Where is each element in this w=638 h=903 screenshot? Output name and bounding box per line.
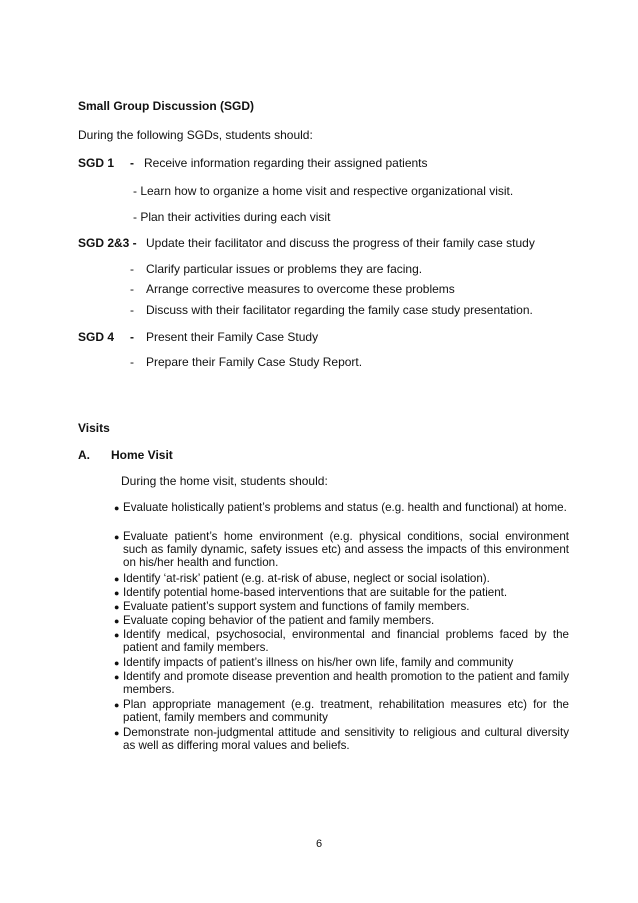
bullet-icon: ● [114, 574, 120, 584]
bullet-icon: ● [114, 588, 120, 598]
sgd1-dash: - [130, 156, 134, 170]
bullet-text: Identify impacts of patient’s illness on his/her own life, family and community [123, 656, 514, 669]
sgd4-label: SGD 4 [78, 330, 115, 344]
bullet-text: Identify medical, psychosocial, environmental and financial problems faced by the patient and family members. [123, 628, 569, 654]
sgd1-label: SGD 1 [78, 156, 115, 170]
home-visit-letter: A. [78, 448, 90, 462]
sgd-intro: During the following SGDs, students should: [78, 128, 313, 142]
sgd4-dash: - [130, 330, 134, 344]
sgd4-first: Present their Family Case Study [146, 330, 319, 344]
bullet-icon: ● [114, 503, 120, 513]
bullet-text: Plan appropriate management (e.g. treatment, rehabilitation measures etc) for the patient, family members and community [123, 698, 569, 724]
sgd1-item: Receive information regarding their assigned patients [144, 156, 428, 170]
bullet-icon: ● [114, 630, 120, 640]
sgd4-item-dash: - [130, 355, 134, 369]
sgd23-dash: - [130, 303, 134, 317]
sgd-heading: Small Group Discussion (SGD) [78, 99, 255, 113]
bullet-icon: ● [114, 700, 120, 710]
bullet-text: Evaluate patient’s support system and functions of family members. [123, 600, 470, 613]
sgd23-first: Update their facilitator and discuss the progress of their family case study [146, 236, 535, 250]
visits-heading: Visits [78, 421, 110, 435]
bullet-icon: ● [114, 658, 120, 668]
home-visit-intro: During the home visit, students should: [121, 474, 328, 488]
home-visit-heading: Home Visit [111, 448, 173, 462]
sgd23-item: Arrange corrective measures to overcome these problems [146, 282, 455, 296]
sgd23-dash: - [130, 262, 134, 276]
sgd1-item: - Plan their activities during each visit [133, 210, 331, 224]
bullet-text: Evaluate patient’s home environment (e.g. physical conditions, social environment such as family dynamic, safety issues etc) and assess the impacts of this environment on his/her health and function. [123, 530, 569, 569]
sgd1-item: - Learn how to organize a home visit and respective organizational visit. [133, 184, 514, 198]
bullet-icon: ● [114, 728, 120, 738]
bullet-text: Identify potential home-based interventions that are suitable for the patient. [123, 586, 508, 599]
bullet-icon: ● [114, 532, 120, 542]
bullet-icon: ● [114, 616, 120, 626]
bullet-icon: ● [114, 602, 120, 612]
page-number: 6 [315, 838, 323, 850]
bullet-text: Demonstrate non-judgmental attitude and sensitivity to religious and cultural diversity as well as differing moral values and beliefs. [123, 726, 569, 752]
sgd23-item: Discuss with their facilitator regarding the family case study presentation. [146, 303, 533, 317]
sgd23-item: Clarify particular issues or problems they are facing. [146, 262, 423, 276]
bullet-text: Identify and promote disease prevention and health promotion to the patient and family members. [123, 670, 569, 696]
sgd4-item: Prepare their Family Case Study Report. [146, 355, 363, 369]
bullet-text: Evaluate coping behavior of the patient and family members. [123, 614, 435, 627]
bullet-text: Identify ‘at-risk’ patient (e.g. at-risk of abuse, neglect or social isolation). [123, 572, 490, 585]
sgd23-dash: - [130, 282, 134, 296]
bullet-icon: ● [114, 672, 120, 682]
sgd23-label: SGD 2&3 - [78, 236, 137, 250]
bullet-text: Evaluate holistically patient’s problems and status (e.g. health and functional) at home. [123, 501, 567, 514]
